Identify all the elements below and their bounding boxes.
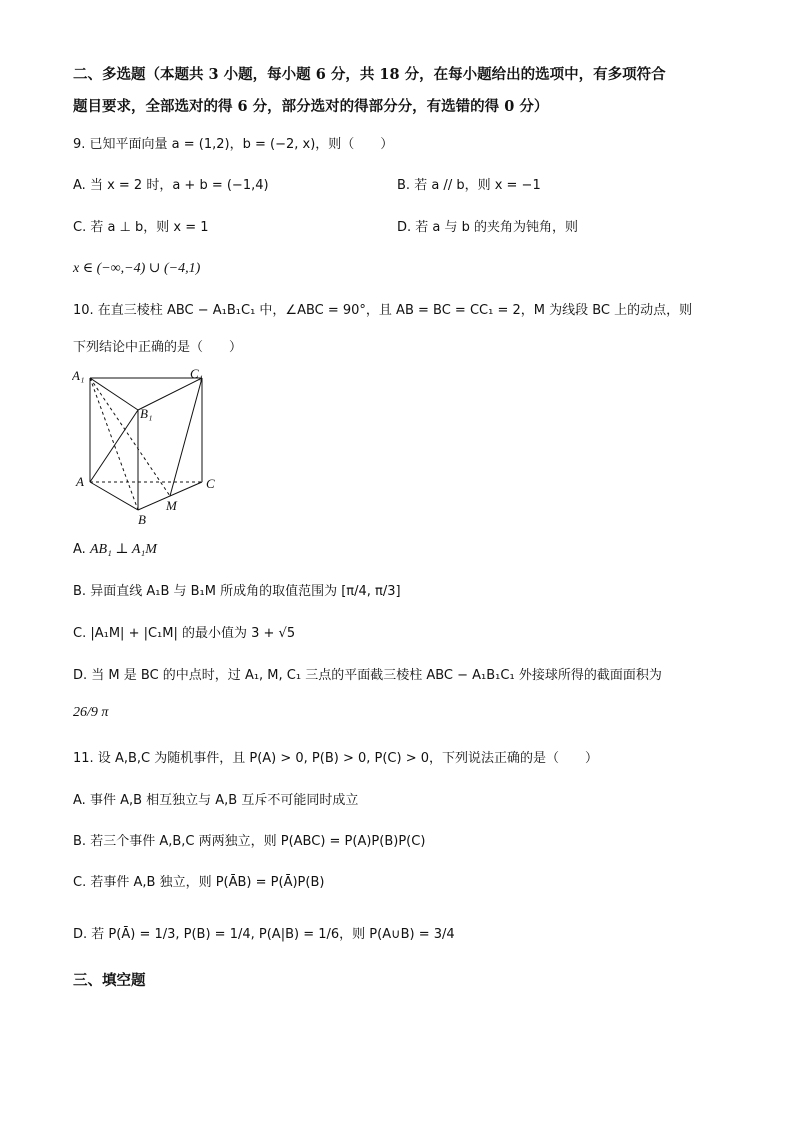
prism-figure: [72, 364, 222, 526]
section3-heading: 三、填空题: [73, 972, 146, 989]
label-b1: B₁: [140, 406, 153, 421]
label-a: A: [76, 474, 84, 489]
label-b: B: [138, 512, 146, 526]
q11-option-d: D. 若 P(Ā) = 1/3, P(B) = 1/4, P(A|B) = 1/6，则 P(A∪B) = 3/4: [73, 927, 455, 942]
q11-option-b: B. 若三个事件 A,B,C 两两独立，则 P(ABC) = P(A)P(B)P(C): [73, 834, 426, 849]
q11-option-c: C. 若事件 A,B 独立，则 P(ĀB) = P(Ā)P(B): [73, 875, 325, 890]
q10-stem: 10. 在直三棱柱 ABC − A₁B₁C₁ 中，∠ABC = 90°，且 AB = BC = CC₁ = 2，M 为线段 BC 上的动点，则: [73, 303, 693, 318]
label-a1: A₁: [72, 368, 85, 383]
q9-option-c: C. 若 a ⊥ b，则 x = 1: [73, 220, 209, 235]
label-c1: C₁: [190, 366, 204, 381]
label-c: C: [206, 476, 215, 491]
section-heading: 二、多选题（本题共 3 小题，每小题 6 分，共 18 分，在每小题给出的选项中，有多项符合: [73, 66, 666, 83]
q11-stem: 11. 设 A,B,C 为随机事件，且 P(A) > 0, P(B) > 0, P(C) > 0，下列说法正确的是（ ）: [73, 751, 599, 766]
q10-stem-cont: 下列结论中正确的是（ ）: [73, 340, 243, 355]
q10-option-c: C. |A₁M| + |C₁M| 的最小值为 3 + √5: [73, 626, 296, 641]
q10-option-b: B. 异面直线 A₁B 与 B₁M 所成角的取值范围为 [π/4, π/3]: [73, 584, 401, 599]
q11-option-a: A. 事件 A,B 相互独立与 A,B 互斥不可能同时成立: [73, 793, 359, 808]
section-heading-cont: 题目要求，全部选对的得 6 分，部分选对的得部分分，有选错的得 0 分）: [73, 98, 549, 115]
q9-option-d: D. 若 a 与 b 的夹角为钝角，则: [397, 220, 579, 235]
q9-option-d-cont: x ∈ (−∞,−4) ∪ (−4,1): [73, 261, 201, 276]
q10-option-d-cont: 26/9 π: [73, 705, 109, 720]
q9-option-b: B. 若 a // b，则 x = −1: [397, 178, 541, 193]
q10-option-d: D. 当 M 是 BC 的中点时，过 A₁, M, C₁ 三点的平面截三棱柱 ABC − A₁B₁C₁ 外接球所得的截面面积为: [73, 668, 662, 683]
q9-option-a: A. 当 x = 2 时，a + b = (−1,4): [73, 178, 269, 193]
q9-stem: 9. 已知平面向量 a = (1,2)，b = (−2, x)，则（ ）: [73, 137, 394, 152]
q10-option-a: A. AB₁ ⊥ A₁M: [73, 542, 157, 557]
label-m: M: [166, 498, 177, 513]
